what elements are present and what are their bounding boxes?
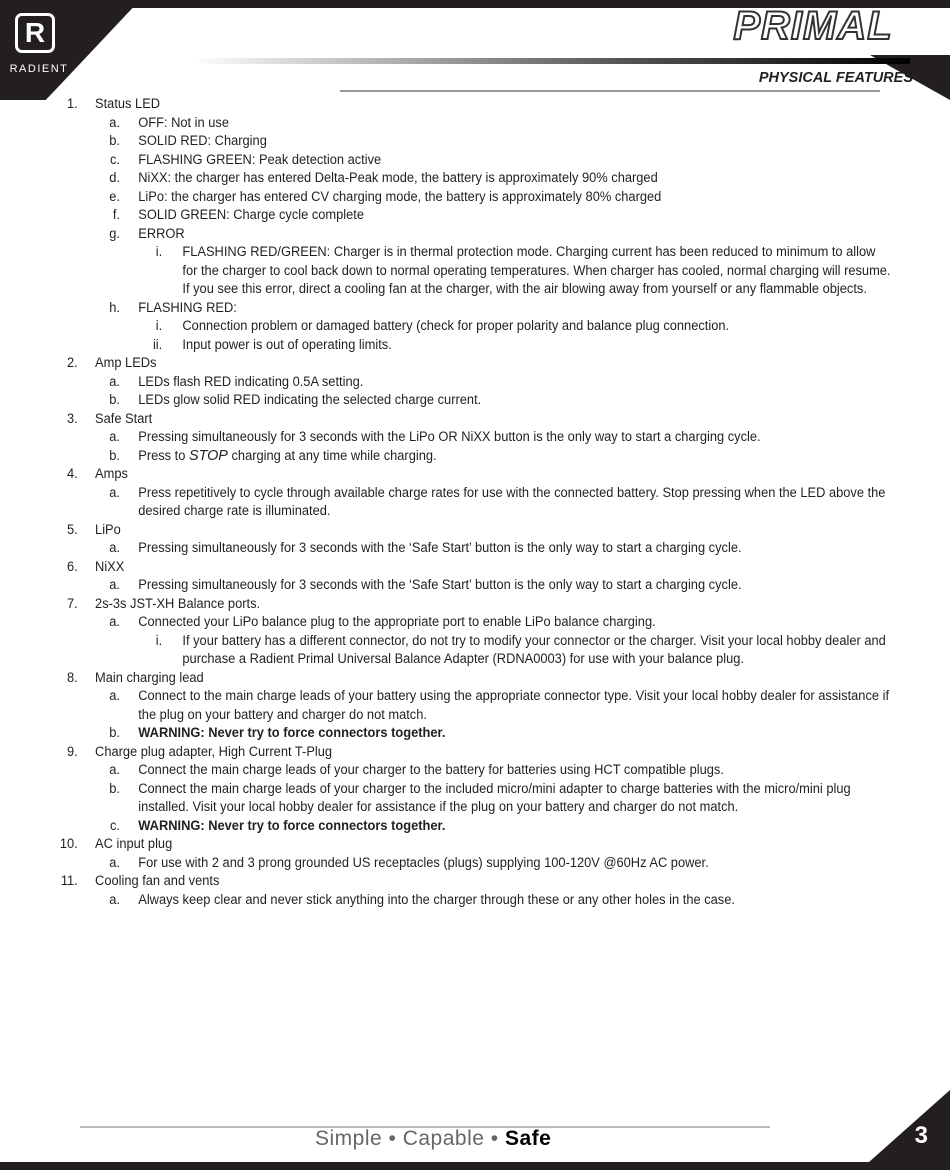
list-item-level-2	[0, 206, 912, 225]
list-item-level-2	[0, 576, 912, 595]
radient-logo: R	[15, 13, 55, 53]
list-number: b.	[109, 725, 120, 740]
list-item-level-2	[0, 225, 912, 244]
list-text: WARNING: Never try to force connectors together.	[138, 725, 446, 740]
page-number: 3	[914, 1122, 928, 1149]
list-text: Connection problem or damaged battery (check for proper polarity and balance plug connection.	[182, 318, 730, 333]
list-text: FLASHING RED/GREEN: Charger is in thermal protection mode. Charging current has been reduced to minimum to allow for the charger to cool back down to normal operating temperatures. When charger has cooled, normal charging will resume. If you see this error, direct a cooling fan at the charger, with the air blowing away from yourself or any flammable objects.	[182, 244, 891, 296]
list-item-level-2	[0, 761, 912, 780]
list-item-level-3	[0, 243, 912, 299]
list-number: a.	[109, 854, 120, 870]
list-number: e.	[109, 188, 120, 204]
list-item-level-2	[0, 391, 912, 410]
list-text: SOLID RED: Charging	[138, 133, 267, 148]
list-text: Always keep clear and never stick anything into the charger through these or any other holes in the case.	[138, 891, 735, 907]
section-title: PHYSICAL FEATURES	[758, 70, 913, 86]
list-text: WARNING: Never try to force connectors together.	[138, 817, 446, 833]
list-number: a.	[109, 688, 120, 703]
list-text: Connect the main charge leads of your charger to the included micro/mini adapter to charge batteries with the micro/mini plug installed. Visit your local hobby dealer for assistance if the plug on your battery and charger do not match.	[138, 780, 851, 814]
list-number: ii.	[152, 336, 163, 352]
list-item-level-1	[0, 872, 912, 891]
list-number: 5.	[67, 521, 78, 537]
list-text: Connect to the main charge leads of your battery using the appropriate connector type. Visit your local hobby dealer for assistance if the plug on your battery and charger do not match.	[138, 688, 890, 722]
list-number: a.	[109, 484, 120, 500]
list-text: LiPo	[95, 521, 121, 537]
list-text: Connect the main charge leads of your charger to the battery for batteries using HCT compatible plugs.	[138, 762, 724, 777]
list-number: h.	[109, 299, 120, 315]
list-number: 9.	[67, 743, 78, 759]
list-number: b.	[109, 447, 120, 463]
list-number: f.	[112, 207, 120, 222]
list-text: Main charging lead	[95, 669, 204, 685]
list-number: a.	[109, 577, 120, 592]
list-text: OFF: Not in use	[138, 114, 229, 130]
list-number: i.	[155, 244, 163, 259]
list-text: FLASHING RED:	[138, 299, 237, 315]
list-item-level-1	[0, 558, 912, 577]
list-item-level-2	[0, 151, 912, 170]
list-number: a.	[109, 429, 120, 444]
list-text: Pressing simultaneously for 3 seconds with the ‘Safe Start’ button is the only way to start a charging cycle.	[138, 540, 742, 555]
list-text: AC input plug	[95, 836, 173, 851]
list-item-level-1	[0, 465, 912, 484]
list-number: 10.	[59, 836, 78, 851]
list-item-level-2	[0, 891, 912, 910]
list-text	[138, 447, 896, 466]
list-text: SOLID GREEN: Charge cycle complete	[138, 207, 365, 222]
features-list	[0, 95, 912, 909]
list-text: Input power is out of operating limits.	[182, 336, 392, 352]
list-number: d.	[109, 170, 120, 185]
list-text: Charge plug adapter, High Current T-Plug	[95, 743, 333, 759]
list-item-level-2	[0, 854, 912, 873]
list-text: Amps	[95, 466, 128, 481]
list-item-level-3	[0, 336, 912, 355]
list-number: a.	[109, 540, 120, 555]
text-segment: charging at any time while charging.	[227, 447, 437, 463]
list-number: i.	[155, 318, 163, 333]
list-item-level-2	[0, 613, 912, 632]
list-text: Pressing simultaneously for 3 seconds with the ‘Safe Start’ button is the only way to start a charging cycle.	[138, 577, 742, 592]
list-text: Pressing simultaneously for 3 seconds with the LiPo OR NiXX button is the only way to start a charging cycle.	[138, 429, 761, 444]
list-text: Status LED	[95, 96, 161, 111]
list-number: a.	[109, 762, 120, 777]
brand-name: RADIENT	[9, 63, 69, 75]
list-text: LiPo: the charger has entered CV charging mode, the battery is approximately 80% charged	[138, 188, 662, 204]
list-text: Press repetitively to cycle through available charge rates for use with the connected battery. Stop pressing when the LED above the desired charge rate is illuminated.	[138, 484, 886, 518]
list-text: Safe Start	[95, 410, 153, 426]
list-item-level-2	[0, 687, 912, 724]
list-number: 1.	[67, 96, 78, 111]
list-item-level-2	[0, 539, 912, 558]
list-item-level-1	[0, 595, 912, 614]
list-item-level-1	[0, 521, 912, 540]
list-number: i.	[155, 632, 163, 648]
list-text: Cooling fan and vents	[95, 873, 220, 888]
list-item-level-2	[0, 817, 912, 836]
list-item-level-2	[0, 447, 912, 466]
tagline: Simple • Capable • Safe	[315, 1127, 552, 1150]
list-text: For use with 2 and 3 prong grounded US receptacles (plugs) supplying 100-120V @60Hz AC power.	[138, 854, 709, 870]
list-item-level-2	[0, 780, 912, 817]
list-number: 2.	[67, 355, 78, 370]
list-text: Amp LEDs	[95, 355, 157, 370]
list-number: a.	[109, 114, 120, 130]
list-text: 2s-3s JST-XH Balance ports.	[95, 595, 261, 611]
list-item-level-1	[0, 835, 912, 854]
list-item-level-2	[0, 428, 912, 447]
list-item-level-1	[0, 743, 912, 762]
text-segment: Press to	[138, 447, 189, 463]
list-number: g.	[109, 225, 120, 241]
list-item-level-3	[0, 317, 912, 336]
list-number: 8.	[67, 669, 78, 685]
stop-emphasis: STOP	[188, 446, 228, 464]
list-item-level-1	[0, 669, 912, 688]
list-item-level-2	[0, 188, 912, 207]
list-text: Connected your LiPo balance plug to the appropriate port to enable LiPo balance charging.	[138, 614, 656, 629]
list-text: ERROR	[138, 225, 185, 241]
list-number: 7.	[67, 595, 78, 611]
list-number: b.	[109, 133, 120, 148]
list-text: NiXX: the charger has entered Delta-Peak mode, the battery is approximately 90% charged	[138, 170, 658, 185]
list-item-level-1	[0, 95, 912, 114]
list-item-level-2	[0, 724, 912, 743]
list-text: FLASHING GREEN: Peak detection active	[138, 151, 382, 167]
list-number: b.	[109, 780, 120, 796]
list-number: c.	[109, 817, 120, 833]
list-text: LEDs glow solid RED indicating the selected charge current.	[138, 392, 482, 407]
list-item-level-1	[0, 410, 912, 429]
product-logo: PRIMAL	[733, 4, 893, 48]
list-number: 4.	[67, 466, 78, 481]
list-item-level-3	[0, 632, 912, 669]
list-number: 3.	[67, 410, 78, 426]
list-number: a.	[109, 373, 120, 389]
list-item-level-2	[0, 169, 912, 188]
list-number: c.	[109, 151, 120, 167]
list-item-level-1	[0, 354, 912, 373]
list-number: a.	[109, 891, 120, 907]
list-item-level-2	[0, 132, 912, 151]
list-item-level-2	[0, 114, 912, 133]
list-text: LEDs flash RED indicating 0.5A setting.	[138, 373, 364, 389]
list-number: 11.	[60, 873, 78, 888]
list-number: 6.	[67, 558, 78, 574]
list-text: NiXX	[95, 558, 125, 574]
list-item-level-2	[0, 299, 912, 318]
list-number: b.	[109, 392, 120, 407]
list-item-level-2	[0, 484, 912, 521]
list-text: If your battery has a different connector, do not try to modify your connector or the charger. Visit your local hobby dealer and purchase a Radient Primal Universal Balance Adapter (RDNA0003) for use with your balance plug.	[182, 632, 886, 666]
list-number: a.	[109, 614, 120, 629]
list-item-level-2	[0, 373, 912, 392]
